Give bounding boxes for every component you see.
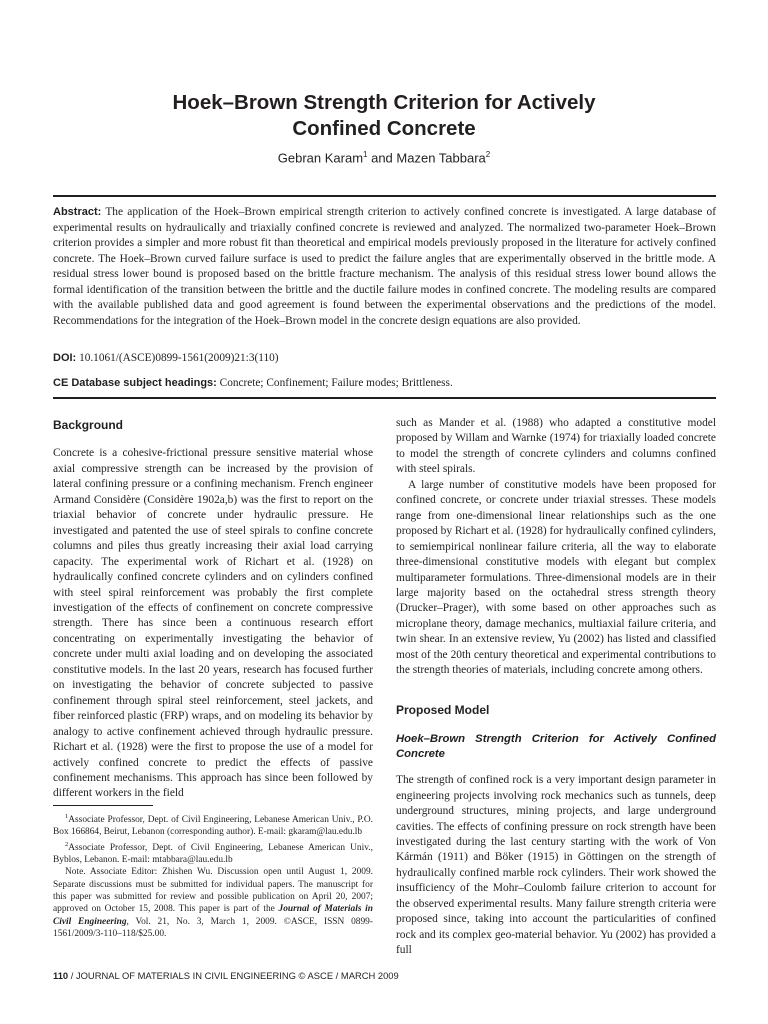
right-paragraph-2: A large number of constitutive models have been proposed for confined concrete, or concrete under triaxial stresses. These models range from one-dimensional linear relationships such as the one proposed by Richart et al. (1928) for hydraulically confined cylinders, to semiempirical nonlinear failure criteria, all the way to elaborate three-dimensional constitutive models with elegant but complex multiparameter formulations. Three-dimensional models are in their large majority based on the octahedral stress strength theory (Drucker–Prager), with some based on other approaches such as microplane theory, damage mechanics, multiaxial failure criteria, and twin shear. In an extensive review, Yu (2002) has listed and classified most of the 20th century theoretical and experimental contributions to the strength theories of materials, including concrete among others. [396, 478, 716, 677]
footnote-2-sup: 2 [65, 840, 69, 848]
right-paragraph-1: such as Mander et al. (1988) who adapted a constitutive model proposed by Willam and Warnke (1974) for triaxially loaded concrete to model the strength of concrete cylinders and columns confined with steel spirals. [396, 417, 716, 476]
footnote-2-text: Associate Professor, Dept. of Civil Engineering, Lebanese American Univ., Byblos, Lebanon. E-mail: mtabbara@lau.edu.lb [53, 842, 373, 866]
background-heading: Background [53, 418, 124, 432]
title-line-1: Hoek–Brown Strength Criterion for Actively [172, 91, 596, 114]
note-text-b: , Vol. 21, No. 3, March 1, 2009. ©ASCE, ISSN 0899-1561/2009/3-110–118/$25.00. [53, 916, 373, 939]
authors [0, 150, 768, 165]
top-rule [53, 195, 716, 197]
abstract-text: The application of the Hoek–Brown empirical strength criterion to actively confined concrete is investigated. A large database of experimental results on hydraulically and triaxially confined concrete is reviewed and analyzed. The normalized two-parameter Hoek–Brown criterion provides a simpler and more robust fit than theoretical and empirical models previously proposed in the literature for actively confined concrete. The Hoek–Brown curved failure surface is used to predict the failure angles that are experimentally observed in the brittle mode. A residual stress lower bound is proposed based on the brittle fracture mechanism. The analysis of this residual stress lower bound allows the formal identification of the transition between the brittle and the ductile failure modes in confined concrete. The modeling results are compared with the available published data and good agreement is found between the experimental observations and the predictions of the model. Recommendations for the integration of the Hoek–Brown model in the concrete design equations are also provided. [53, 206, 716, 327]
subsection-heading: Hoek–Brown Strength Criterion for Actively Confined Concrete [396, 733, 716, 761]
abstract [53, 205, 716, 329]
author-2-sup: 2 [485, 150, 491, 159]
page-number: 110 [53, 970, 69, 981]
author-1-sup: 1 [363, 150, 368, 159]
doi-line [53, 352, 716, 364]
right-paragraph-3: The strength of confined rock is a very important design parameter in engineering projects involving rock mechanics such as tunnels, deep underground structures, mining projects, and large underground cavities. The effects of confining pressure on rock strength have been investigated during the last century starting with the work of Von Kármán (1911) and Böker (1915) in Göttingen on the strength of hydraulically confined marble rock cylinders. Their work showed the insufficiency of the Mohr–Coulomb failure criterion to account for the observed experimental results. Many failure strength criteria were proposed since, taking into account the particularities of confined rock and its complex geo-material behavior. Yu (2002) has provided a full [396, 774, 716, 957]
note-text-a: Note. Associate Editor: Zhishen Wu. Discussion open until August 1, 2009. Separate discussions must be submitted for individual papers. The manuscript for this paper was submitted for review and possible publication on April 20, 2007; approved on October 15, 2008. This paper is part of the [53, 867, 373, 915]
footnote-1-text: Associate Professor, Dept. of Civil Engineering, Lebanese American Univ., P.O. Box 166864, Beirut, Lebanon (corresponding author). E-mail: gkaram@lau.edu.lb [53, 815, 373, 838]
bottom-rule [53, 397, 716, 399]
right-column [396, 416, 716, 959]
doi-label: DOI: [53, 352, 77, 364]
doi-value: 10.1061/(ASCE)0899-1561(2009)21:3(110) [79, 352, 279, 364]
title-line-2: Confined Concrete [292, 117, 476, 140]
background-paragraph: Concrete is a cohesive-frictional pressure sensitive material whose axial compressive strength can be increased by the provision of lateral confining pressure or a confining mechanism. French engineer Armand Considère (Considère 1902a,b) was the first to report on the triaxial behavior of concrete under hydraulic pressure. He investigated and patented the use of steel spirals to confine concrete columns and piles thus greatly increasing their axial load carrying capacity. The experimental work of Richart et al. (1928) on hydraulically confined concrete cylinders and on cylinders confined with steel spiral reinforcement was probably the first complete investigation of the effects of confinement on concrete compressive strength. There has since been a continuous research effort concentrating on experimentally investigating the behavior of concrete under multi axial loading and on developing the associated constitutive models. In the last 20 years, research has focused further on investigating the behavior of concrete subjected to passive confinement through spiral steel reinforcement, steel jackets, and fiber reinforced plastic (FRP) wraps, and on modeling its behavior by analogy to active confinement achieved through hydraulic pressure. Richart et al. (1928) were the first to propose the use of a model for actively confined concrete to predict the effects of passive confinement mechanisms. This approach has since been followed by different workers in the field [53, 447, 373, 800]
footnote-2 [53, 839, 373, 867]
footnote-rule [53, 805, 153, 806]
author-1: Gebran Karam [277, 150, 364, 166]
author-2: Mazen Tabbara [396, 150, 486, 166]
editorial-note [53, 866, 373, 940]
footnotes [53, 811, 373, 940]
author-and: and [367, 150, 397, 166]
paper-title [0, 90, 768, 142]
page-footer [53, 970, 399, 981]
left-column [53, 418, 373, 802]
abstract-label: Abstract: [53, 206, 102, 218]
subject-headings-value: Concrete; Confinement; Failure modes; Brittleness. [219, 377, 453, 389]
journal-name: Journal of Materials in Civil Engineering [53, 904, 374, 927]
footnote-1-sup: 1 [65, 813, 69, 820]
footnote-1 [53, 811, 373, 839]
footer-text: / JOURNAL OF MATERIALS IN CIVIL ENGINEERING © ASCE / MARCH 2009 [68, 970, 399, 981]
proposed-model-heading: Proposed Model [396, 702, 490, 717]
subject-headings-line [53, 377, 716, 389]
subject-headings-label: CE Database subject headings: [53, 377, 217, 389]
